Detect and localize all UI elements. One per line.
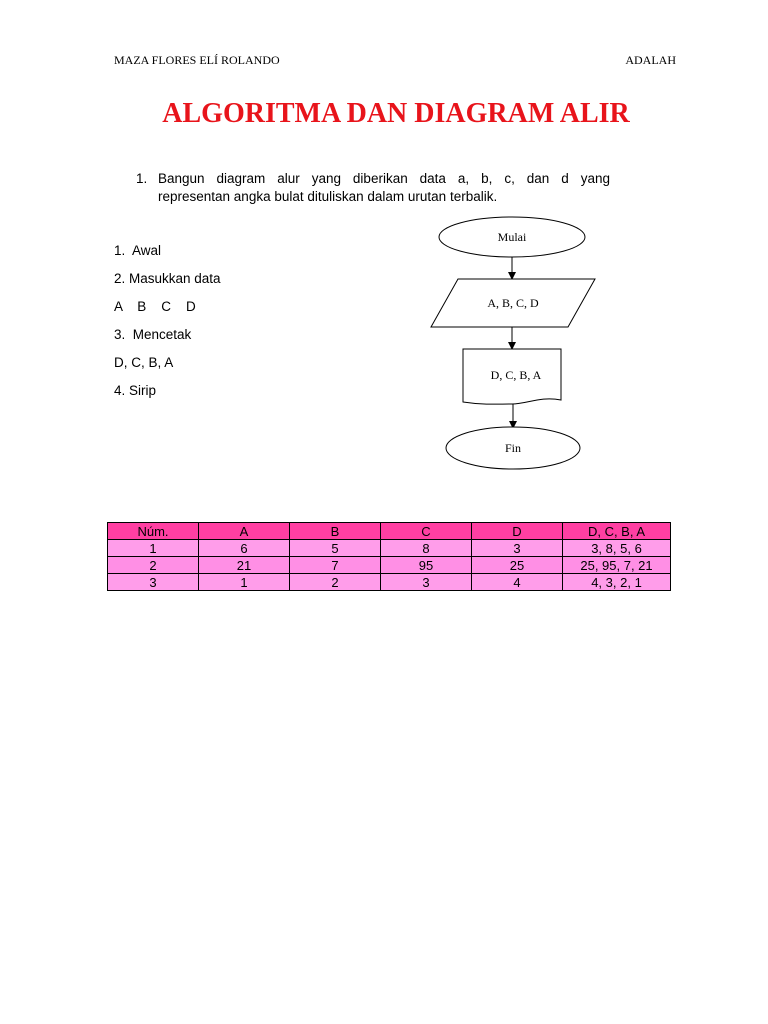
table-cell: 95: [381, 557, 472, 574]
table-cell: 2: [108, 557, 199, 574]
question-line-1: Bangun diagram alur yang diberikan data a, b, c, dan d yang: [158, 171, 610, 186]
end-label: Fin: [504, 441, 522, 455]
algorithm-step: D, C, B, A: [114, 355, 174, 370]
table-cell: 3: [108, 574, 199, 591]
table-cell: 6: [199, 540, 290, 557]
table-cell: 4: [472, 574, 563, 591]
document-title: ALGORITMA DAN DIAGRAM ALIR: [162, 98, 630, 129]
table-cell: 2: [290, 574, 381, 591]
question-number: 1.: [136, 171, 148, 186]
question-line-2: representan angka bulat dituliskan dalam urutan terbalik.: [158, 189, 498, 204]
column-header: D, C, B, A: [563, 523, 671, 540]
table-cell: 4, 3, 2, 1: [563, 574, 671, 591]
table-header-row: [108, 523, 671, 540]
column-header: D: [472, 523, 563, 540]
table-cell: 3, 8, 5, 6: [563, 540, 671, 557]
header-right-label: ADALAH: [625, 53, 676, 67]
algorithm-step: 2. Masukkan data: [114, 271, 221, 286]
start-label: Mulai: [497, 230, 527, 244]
table-cell: 21: [199, 557, 290, 574]
algorithm-step: A B C D: [114, 299, 196, 314]
table-cell: 25: [472, 557, 563, 574]
input-label: A, B, C, D: [487, 296, 539, 310]
table-cell: 1: [199, 574, 290, 591]
table-cell: 3: [381, 574, 472, 591]
column-header: Núm.: [108, 523, 199, 540]
output-label: D, C, B, A: [490, 368, 542, 382]
table-cell: 3: [472, 540, 563, 557]
table-cell: 5: [290, 540, 381, 557]
column-header: A: [199, 523, 290, 540]
table-row: [108, 540, 671, 557]
column-header: C: [381, 523, 472, 540]
algorithm-step: 3. Mencetak: [114, 327, 192, 342]
column-header: B: [290, 523, 381, 540]
table-cell: 1: [108, 540, 199, 557]
table-row: [108, 574, 671, 591]
table-cell: 25, 95, 7, 21: [563, 557, 671, 574]
table-cell: 8: [381, 540, 472, 557]
data-table: [107, 522, 671, 591]
table-cell: 7: [290, 557, 381, 574]
algorithm-step: 1. Awal: [114, 243, 162, 258]
author-name: MAZA FLORES ELÍ ROLANDO: [114, 53, 280, 67]
algorithm-step: 4. Sirip: [114, 383, 157, 398]
table-row: [108, 557, 671, 574]
